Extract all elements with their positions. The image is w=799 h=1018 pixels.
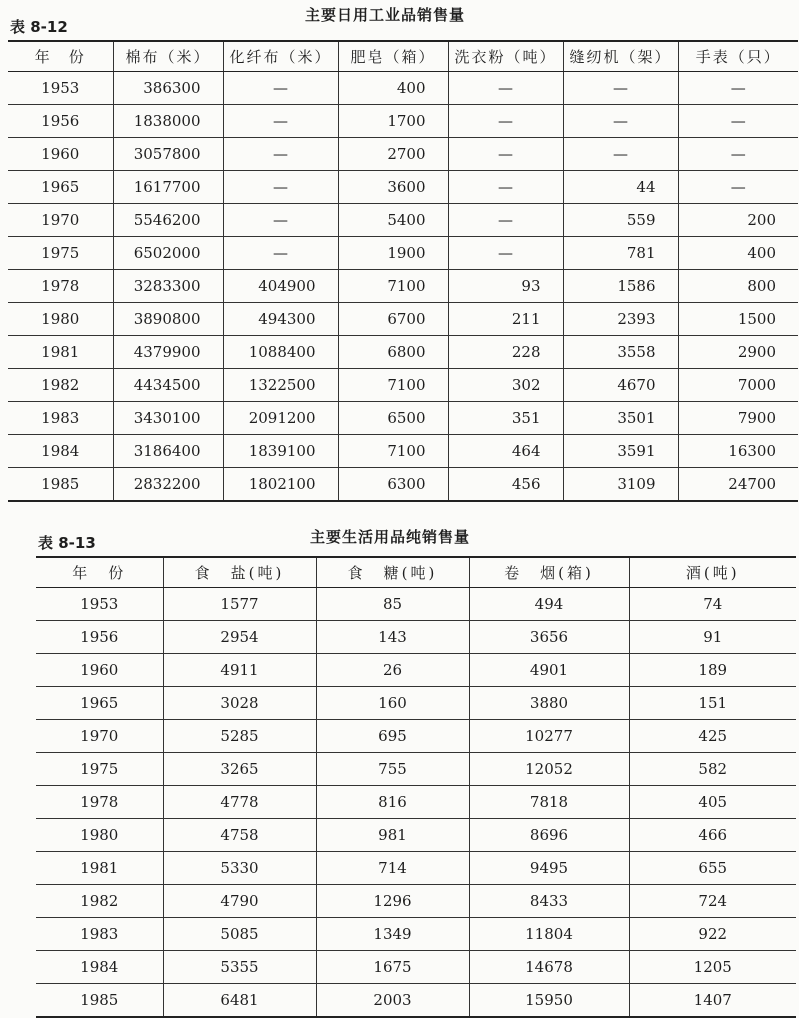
- value-cell: 3057800: [113, 138, 223, 171]
- value-cell: 4434500: [113, 369, 223, 402]
- value-cell: 466: [629, 819, 796, 852]
- column-header: 食 糖(吨): [316, 557, 469, 588]
- table-row: [8, 468, 798, 502]
- table-row: [8, 72, 798, 105]
- value-cell: —: [223, 138, 338, 171]
- year-cell: 1985: [36, 984, 163, 1018]
- value-cell: 922: [629, 918, 796, 951]
- value-cell: —: [678, 105, 798, 138]
- value-cell: 755: [316, 753, 469, 786]
- value-cell: 4758: [163, 819, 316, 852]
- value-cell: 7100: [338, 435, 448, 468]
- value-cell: 714: [316, 852, 469, 885]
- table-row: [8, 270, 798, 303]
- value-cell: 5285: [163, 720, 316, 753]
- table-row: [36, 819, 796, 852]
- value-cell: 2700: [338, 138, 448, 171]
- value-cell: 464: [448, 435, 563, 468]
- value-cell: 3430100: [113, 402, 223, 435]
- value-cell: 3880: [469, 687, 629, 720]
- year-cell: 1975: [36, 753, 163, 786]
- table-title: 主要日用工业品销售量: [305, 6, 466, 24]
- value-cell: 4911: [163, 654, 316, 687]
- value-cell: —: [448, 237, 563, 270]
- value-cell: 981: [316, 819, 469, 852]
- table-row: [8, 237, 798, 270]
- value-cell: —: [448, 138, 563, 171]
- value-cell: 24700: [678, 468, 798, 502]
- value-cell: —: [678, 171, 798, 204]
- value-cell: 5355: [163, 951, 316, 984]
- value-cell: 3656: [469, 621, 629, 654]
- value-cell: 74: [629, 588, 796, 621]
- value-cell: 1322500: [223, 369, 338, 402]
- value-cell: —: [448, 72, 563, 105]
- table-row: [8, 303, 798, 336]
- value-cell: 1586: [563, 270, 678, 303]
- value-cell: 7100: [338, 270, 448, 303]
- value-cell: 189: [629, 654, 796, 687]
- value-cell: 26: [316, 654, 469, 687]
- value-cell: —: [563, 72, 678, 105]
- table-row: [8, 336, 798, 369]
- value-cell: 559: [563, 204, 678, 237]
- table-row: [8, 204, 798, 237]
- value-cell: 2954: [163, 621, 316, 654]
- value-cell: 2900: [678, 336, 798, 369]
- value-cell: 5400: [338, 204, 448, 237]
- year-cell: 1965: [36, 687, 163, 720]
- value-cell: 3501: [563, 402, 678, 435]
- table-row: [36, 951, 796, 984]
- year-cell: 1960: [8, 138, 113, 171]
- table-row: [8, 105, 798, 138]
- value-cell: 5546200: [113, 204, 223, 237]
- value-cell: 351: [448, 402, 563, 435]
- value-cell: 200: [678, 204, 798, 237]
- value-cell: 781: [563, 237, 678, 270]
- value-cell: 5085: [163, 918, 316, 951]
- year-cell: 1953: [36, 588, 163, 621]
- value-cell: 695: [316, 720, 469, 753]
- value-cell: —: [223, 72, 338, 105]
- year-cell: 1984: [8, 435, 113, 468]
- year-cell: 1981: [8, 336, 113, 369]
- table-row: [36, 786, 796, 819]
- value-cell: 2393: [563, 303, 678, 336]
- value-cell: 3028: [163, 687, 316, 720]
- value-cell: 15950: [469, 984, 629, 1018]
- value-cell: 1407: [629, 984, 796, 1018]
- year-cell: 1984: [36, 951, 163, 984]
- value-cell: 1500: [678, 303, 798, 336]
- column-header: 年 份: [8, 41, 113, 72]
- value-cell: 3890800: [113, 303, 223, 336]
- value-cell: 425: [629, 720, 796, 753]
- value-cell: 1349: [316, 918, 469, 951]
- value-cell: 400: [338, 72, 448, 105]
- value-cell: 6700: [338, 303, 448, 336]
- year-cell: 1982: [36, 885, 163, 918]
- value-cell: 211: [448, 303, 563, 336]
- value-cell: 1577: [163, 588, 316, 621]
- value-cell: 302: [448, 369, 563, 402]
- value-cell: 3558: [563, 336, 678, 369]
- table-row: [36, 720, 796, 753]
- value-cell: —: [678, 72, 798, 105]
- table-row: [8, 402, 798, 435]
- table-row: [8, 435, 798, 468]
- value-cell: —: [678, 138, 798, 171]
- value-cell: 1675: [316, 951, 469, 984]
- year-cell: 1960: [36, 654, 163, 687]
- value-cell: 93: [448, 270, 563, 303]
- value-cell: 816: [316, 786, 469, 819]
- year-cell: 1953: [8, 72, 113, 105]
- table-row: [36, 852, 796, 885]
- value-cell: —: [563, 138, 678, 171]
- value-cell: 9495: [469, 852, 629, 885]
- table-number: 表 8-13: [38, 534, 96, 552]
- value-cell: 7100: [338, 369, 448, 402]
- year-cell: 1970: [8, 204, 113, 237]
- year-cell: 1983: [8, 402, 113, 435]
- value-cell: —: [448, 105, 563, 138]
- daily-goods-table: [36, 556, 796, 1018]
- value-cell: 582: [629, 753, 796, 786]
- value-cell: 494300: [223, 303, 338, 336]
- value-cell: 44: [563, 171, 678, 204]
- value-cell: 6300: [338, 468, 448, 502]
- value-cell: 1088400: [223, 336, 338, 369]
- value-cell: 1838000: [113, 105, 223, 138]
- value-cell: 4379900: [113, 336, 223, 369]
- value-cell: —: [223, 105, 338, 138]
- table-row: [36, 984, 796, 1018]
- value-cell: 143: [316, 621, 469, 654]
- table-row: [8, 138, 798, 171]
- value-cell: 6800: [338, 336, 448, 369]
- value-cell: 3265: [163, 753, 316, 786]
- value-cell: 1802100: [223, 468, 338, 502]
- value-cell: 800: [678, 270, 798, 303]
- table-row: [8, 171, 798, 204]
- value-cell: 386300: [113, 72, 223, 105]
- table-row: [36, 753, 796, 786]
- value-cell: 2091200: [223, 402, 338, 435]
- value-cell: 6481: [163, 984, 316, 1018]
- column-header: 缝纫机（架）: [563, 41, 678, 72]
- table-number: 表 8-12: [10, 18, 68, 36]
- column-header: 酒(吨): [629, 557, 796, 588]
- value-cell: 91: [629, 621, 796, 654]
- value-cell: 1900: [338, 237, 448, 270]
- table-row: [8, 369, 798, 402]
- value-cell: 228: [448, 336, 563, 369]
- header-row: [36, 557, 796, 588]
- value-cell: 10277: [469, 720, 629, 753]
- year-cell: 1970: [36, 720, 163, 753]
- value-cell: 7000: [678, 369, 798, 402]
- value-cell: 151: [629, 687, 796, 720]
- industrial-goods-table: [8, 40, 798, 502]
- value-cell: 2003: [316, 984, 469, 1018]
- table-row: [36, 654, 796, 687]
- table-row: [36, 621, 796, 654]
- column-header: 年 份: [36, 557, 163, 588]
- year-cell: 1975: [8, 237, 113, 270]
- value-cell: 11804: [469, 918, 629, 951]
- value-cell: —: [448, 171, 563, 204]
- value-cell: 1617700: [113, 171, 223, 204]
- value-cell: 12052: [469, 753, 629, 786]
- value-cell: —: [223, 204, 338, 237]
- value-cell: 3109: [563, 468, 678, 502]
- value-cell: 3283300: [113, 270, 223, 303]
- column-header: 肥皂（箱）: [338, 41, 448, 72]
- value-cell: 1700: [338, 105, 448, 138]
- value-cell: —: [223, 171, 338, 204]
- value-cell: —: [223, 237, 338, 270]
- year-cell: 1985: [8, 468, 113, 502]
- year-cell: 1978: [8, 270, 113, 303]
- value-cell: 655: [629, 852, 796, 885]
- year-cell: 1980: [8, 303, 113, 336]
- year-cell: 1981: [36, 852, 163, 885]
- value-cell: 1296: [316, 885, 469, 918]
- value-cell: 8696: [469, 819, 629, 852]
- table-row: [36, 588, 796, 621]
- value-cell: 724: [629, 885, 796, 918]
- value-cell: 3186400: [113, 435, 223, 468]
- value-cell: 2832200: [113, 468, 223, 502]
- value-cell: 4670: [563, 369, 678, 402]
- year-cell: 1982: [8, 369, 113, 402]
- table-row: [36, 918, 796, 951]
- header-row: [8, 41, 798, 72]
- value-cell: 5330: [163, 852, 316, 885]
- value-cell: 4778: [163, 786, 316, 819]
- value-cell: 6502000: [113, 237, 223, 270]
- year-cell: 1983: [36, 918, 163, 951]
- value-cell: 1205: [629, 951, 796, 984]
- value-cell: 7900: [678, 402, 798, 435]
- year-cell: 1980: [36, 819, 163, 852]
- table-row: [36, 885, 796, 918]
- value-cell: 85: [316, 588, 469, 621]
- value-cell: 14678: [469, 951, 629, 984]
- value-cell: 16300: [678, 435, 798, 468]
- table-row: [36, 687, 796, 720]
- value-cell: 3600: [338, 171, 448, 204]
- table-title: 主要生活用品纯销售量: [310, 528, 471, 546]
- column-header: 食 盐(吨): [163, 557, 316, 588]
- value-cell: 494: [469, 588, 629, 621]
- value-cell: 3591: [563, 435, 678, 468]
- year-cell: 1956: [36, 621, 163, 654]
- value-cell: 404900: [223, 270, 338, 303]
- value-cell: —: [448, 204, 563, 237]
- year-cell: 1978: [36, 786, 163, 819]
- column-header: 手表（只）: [678, 41, 798, 72]
- column-header: 卷 烟(箱): [469, 557, 629, 588]
- column-header: 化纤布（米）: [223, 41, 338, 72]
- value-cell: 160: [316, 687, 469, 720]
- value-cell: 1839100: [223, 435, 338, 468]
- column-header: 棉布（米）: [113, 41, 223, 72]
- value-cell: —: [563, 105, 678, 138]
- value-cell: 8433: [469, 885, 629, 918]
- value-cell: 400: [678, 237, 798, 270]
- column-header: 洗衣粉（吨）: [448, 41, 563, 72]
- year-cell: 1956: [8, 105, 113, 138]
- value-cell: 4901: [469, 654, 629, 687]
- value-cell: 6500: [338, 402, 448, 435]
- value-cell: 405: [629, 786, 796, 819]
- value-cell: 7818: [469, 786, 629, 819]
- year-cell: 1965: [8, 171, 113, 204]
- value-cell: 4790: [163, 885, 316, 918]
- value-cell: 456: [448, 468, 563, 502]
